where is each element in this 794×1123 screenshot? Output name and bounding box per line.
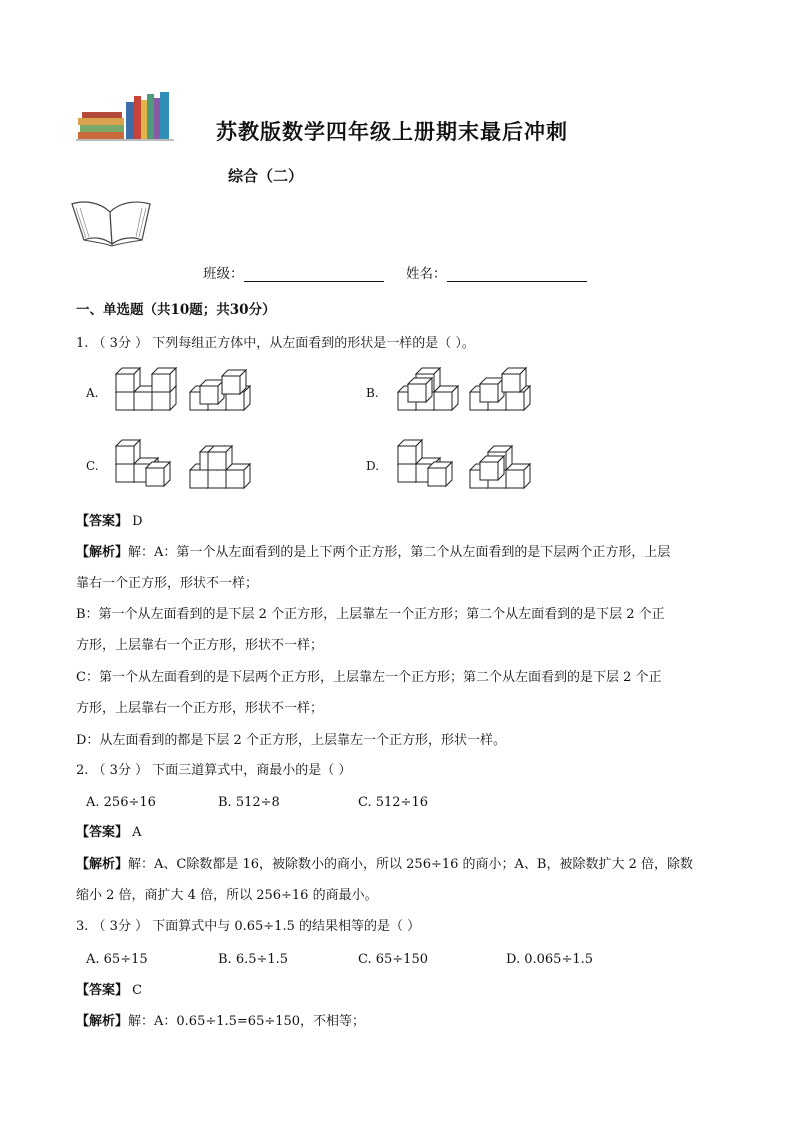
q3-analysis-line-1: 【解析】解：A：0.65÷1.5=65÷150，不相等； <box>76 1014 366 1029</box>
q2-option-c: C. 512÷16 <box>358 795 428 810</box>
q1-analysis-line-3: B：第一个从左面看到的是下层 2 个正方形，上层靠左一个正方形；第二个从左面看到的是下层 2 个正 <box>76 607 665 622</box>
q1-analysis-line-5: C：第一个从左面看到的是下层两个正方形，上层靠左一个正方形；第二个从左面看到的是下层 2 个正 <box>76 670 662 685</box>
q2-answer-value: A <box>132 825 142 840</box>
option-c-figure-1 <box>116 440 170 486</box>
name-label: 姓名： <box>406 266 447 282</box>
option-d-figure-1 <box>398 440 452 486</box>
q1-option-d-label: D. <box>366 459 380 473</box>
option-a-figure-1 <box>116 368 176 410</box>
name-blank[interactable] <box>447 267 587 282</box>
class-blank[interactable] <box>244 267 384 282</box>
books-icon <box>76 92 176 142</box>
q1-analysis-line-1: 【解析】解：A：第一个从左面看到的是上下两个正方形，第二个从左面看到的是下层两个正方形，上层 <box>76 545 671 560</box>
q3-option-b: B. 6.5÷1.5 <box>218 952 289 967</box>
q3-answer-value: C <box>132 983 143 998</box>
q1-option-c-label: C. <box>86 459 99 473</box>
q1-answer-label: 【答案】 <box>76 514 129 529</box>
q1-analysis-line-2: 靠右一个正方形，形状不一样； <box>76 576 259 591</box>
option-c-figure-2 <box>190 446 250 488</box>
section-heading: 一、单选题（共10题；共30分） <box>76 302 276 318</box>
q3-analysis-label: 【解析】 <box>76 1014 129 1029</box>
q2-analysis-line-2: 缩小 2 倍，商扩大 4 倍，所以 256÷16 的商最小。 <box>76 888 378 903</box>
q2-analysis-label: 【解析】 <box>76 857 129 872</box>
option-d-figure-2 <box>470 446 530 488</box>
q1-cube-figures <box>0 0 794 520</box>
q1-stem: 1. （ 3分 ） 下列每组正方体中，从左面看到的形状是一样的是（ ）。 <box>76 336 475 351</box>
open-book-icon <box>70 196 152 248</box>
q3-stem: 3. （ 3分 ） 下面算式中与 0.65÷1.5 的结果相等的是（ ） <box>76 919 421 934</box>
q1-option-a-label: A. <box>86 386 99 400</box>
q1-answer-value: D <box>132 514 143 529</box>
class-label: 班级： <box>203 266 244 282</box>
name-field <box>406 262 587 282</box>
page-subtitle: 综合（二） <box>228 167 304 185</box>
option-b-figure-1 <box>398 368 458 410</box>
q1-analysis-label: 【解析】 <box>76 545 129 560</box>
q2-answer <box>76 823 142 843</box>
q1-analysis-line-6: 方形，上层靠右一个正方形，形状不一样； <box>76 701 324 716</box>
q3-option-c: C. 65÷150 <box>358 952 428 967</box>
q3-option-d: D. 0.065÷1.5 <box>506 952 594 967</box>
q1-option-b-label: B. <box>366 386 379 400</box>
q2-option-b: B. 512÷8 <box>218 795 280 810</box>
page-title: 苏教版数学四年级上册期末最后冲刺 <box>216 119 568 144</box>
class-field <box>203 262 384 282</box>
q1-analysis-line-4: 方形，上层靠右一个正方形，形状不一样； <box>76 638 324 653</box>
q2-option-a: A. 256÷16 <box>86 795 156 810</box>
q1-analysis-line-7: D：从左面看到的都是下层 2 个正方形，上层靠左一个正方形，形状一样。 <box>76 733 506 748</box>
q3-option-a: A. 65÷15 <box>86 952 148 967</box>
q2-answer-label: 【答案】 <box>76 825 129 840</box>
option-a-figure-2 <box>190 370 250 410</box>
q2-stem: 2. （ 3分 ） 下面三道算式中，商最小的是（ ） <box>76 763 352 778</box>
q1-answer <box>76 512 143 532</box>
q3-answer-label: 【答案】 <box>76 983 129 998</box>
q3-answer <box>76 981 142 1001</box>
q2-analysis-line-1: 【解析】解：A、C除数都是 16，被除数小的商小，所以 256÷16 的商小；A、B，被除数扩大 2 倍，除数 <box>76 857 694 872</box>
option-b-figure-2 <box>470 368 530 410</box>
